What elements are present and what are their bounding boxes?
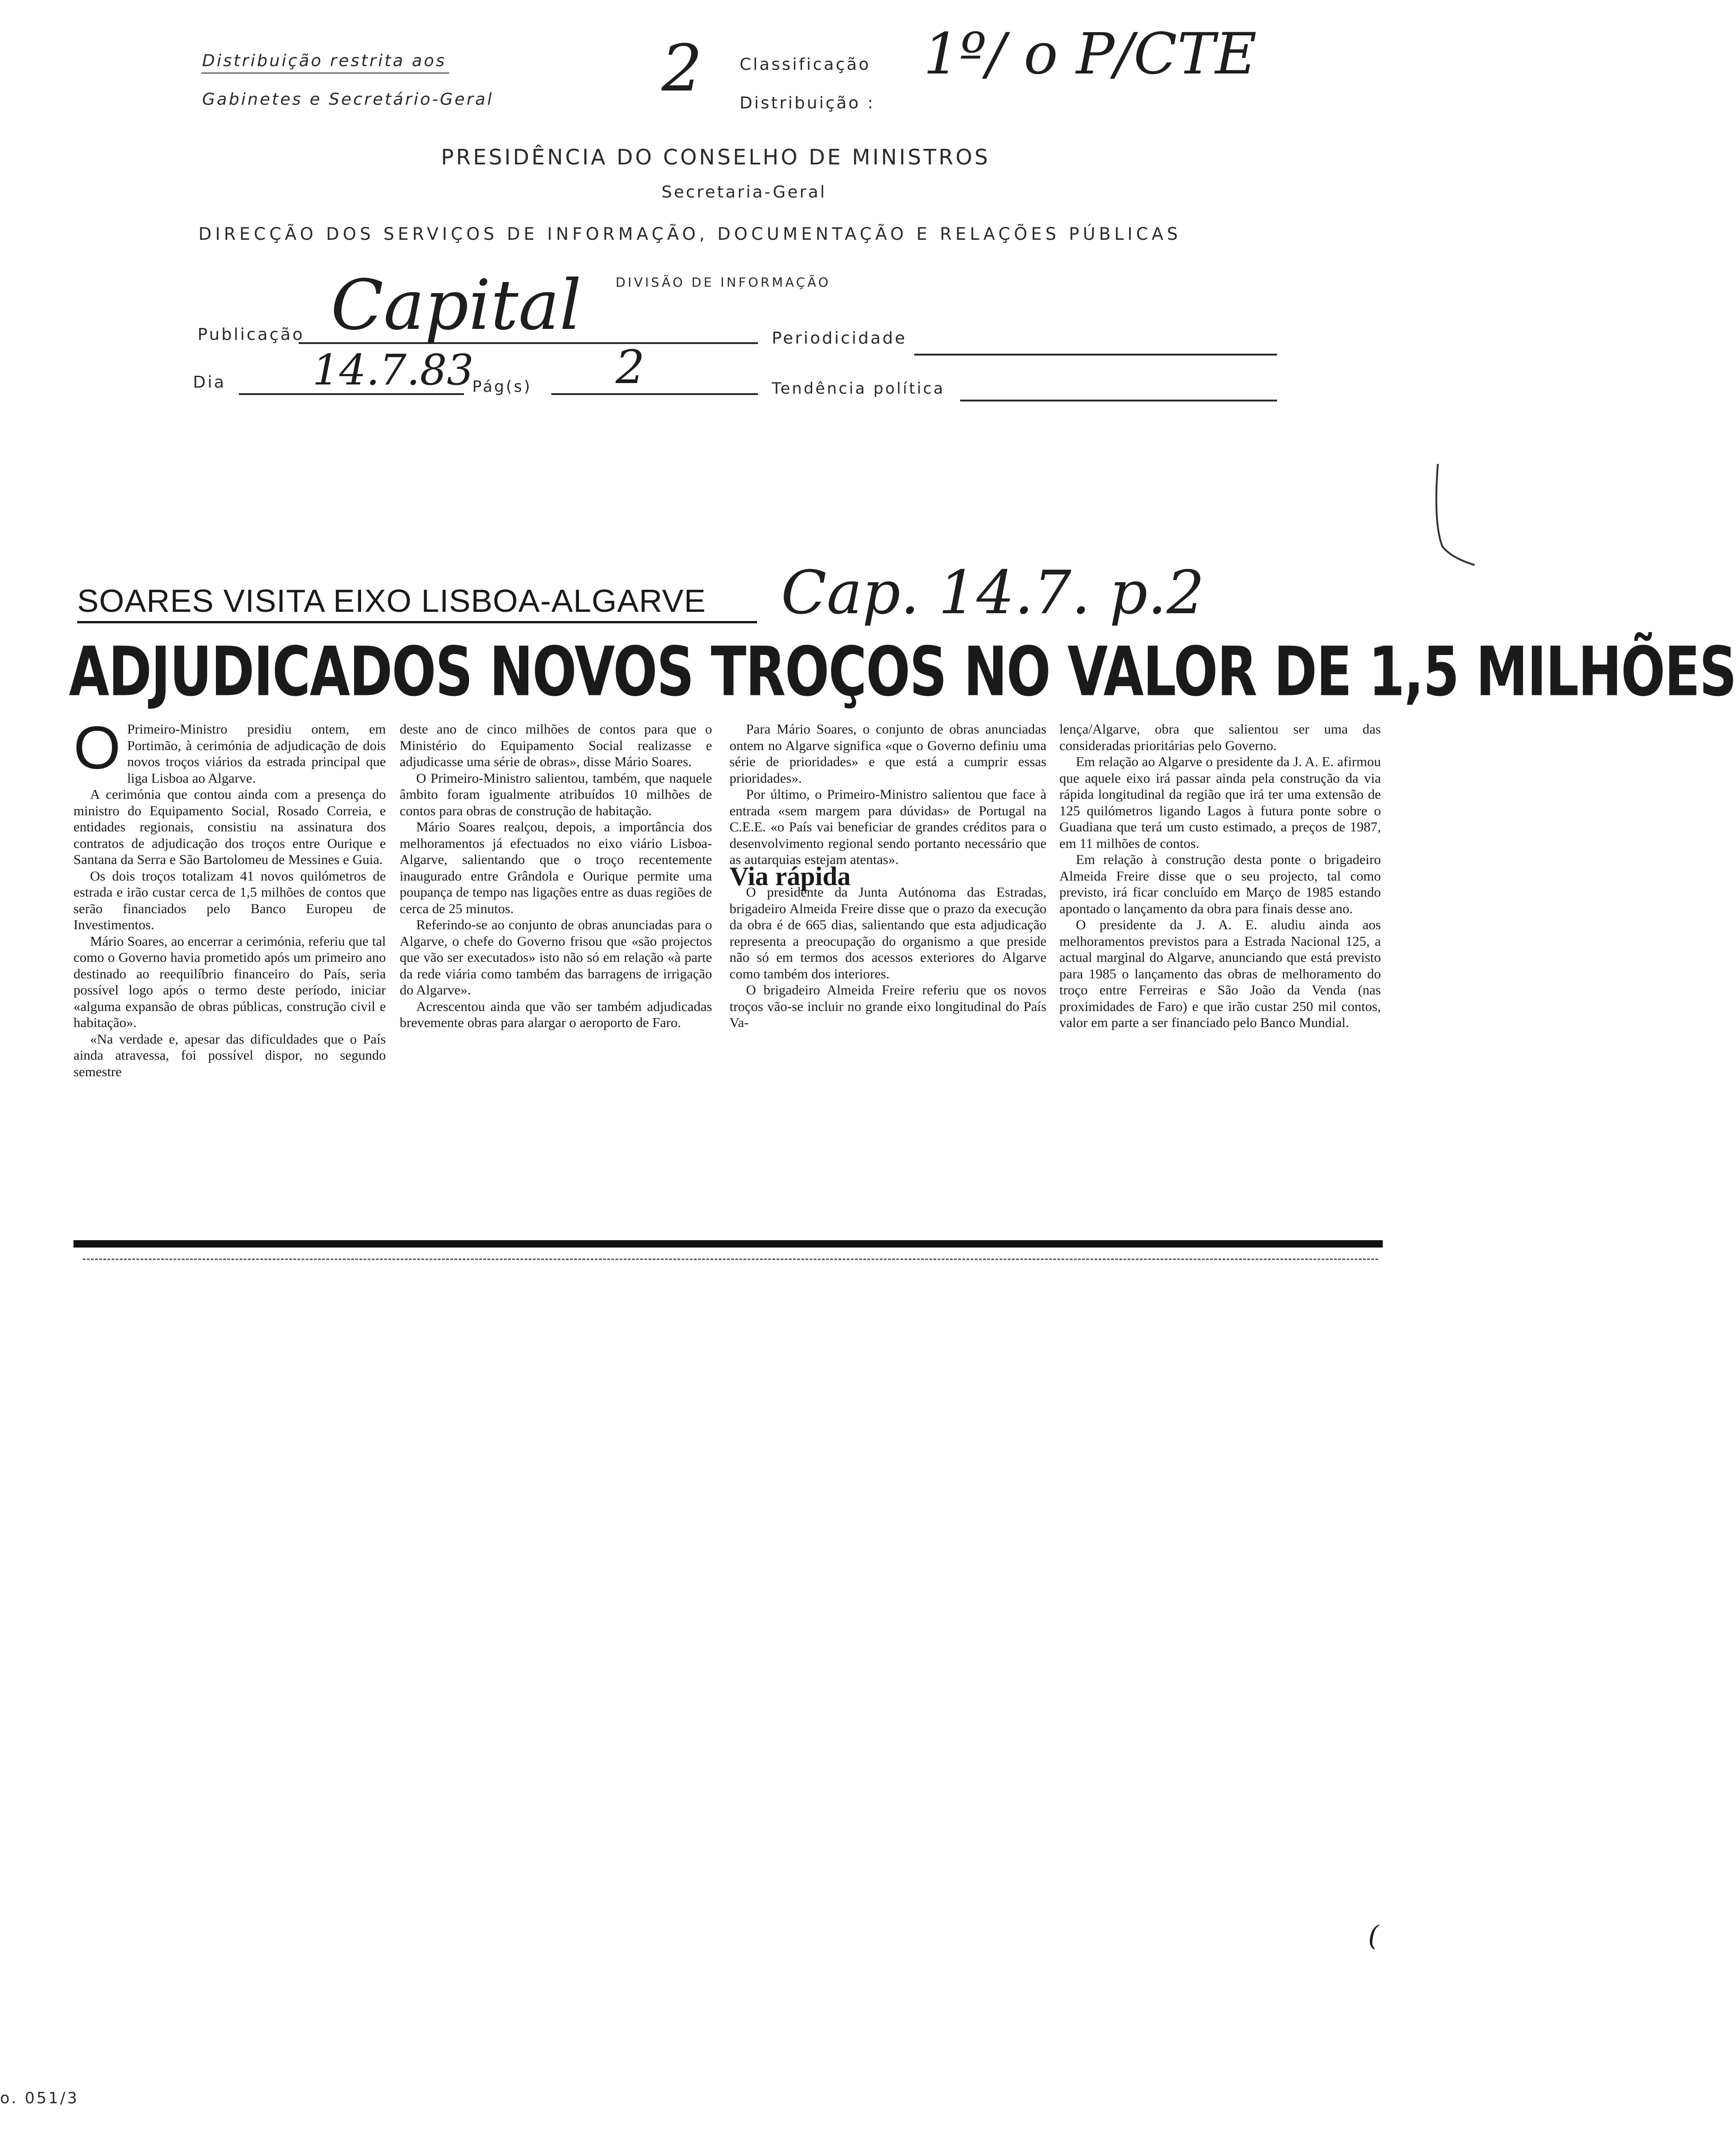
column-4 (1059, 721, 1381, 1031)
secretaria-title: Secretaria-Geral (662, 183, 827, 202)
periodicidade-label: Periodicidade (772, 329, 907, 348)
restriction-line-1: Distribuição restrita aos (202, 51, 447, 70)
paragraph: Mário Soares realçou, depois, a importância dos melhoramentos já efectuados no eixo viário Lisboa-Algarve, salientando que o troço recentemente inaugurado entre Grândola e Ourique permite uma poupança de tempo nas ligações entre as duas regiões de cerca de 25 minutos. (400, 819, 712, 916)
handwritten-date: 14.7.83 (312, 345, 474, 395)
margin-bracket-mark (1429, 459, 1479, 570)
tendencia-line (960, 400, 1277, 401)
headline-box (69, 632, 1736, 712)
article-headline: ADJUDICADOS NOVOS TROÇOS NO VALOR DE 1,5 MILHÕES (69, 632, 1736, 712)
paragraph: O presidente da J. A. E. aludiu ainda aos melhoramentos previstos para a Estrada Nacional 125, a actual marginal do Algarve, anunciando que está previsto para 1985 o lançamento das obras de melhoramento do troço entre Ferreiras e São João da Venda (nas proximidades de Faro) e que irão custar 250 mil contos, valor em parte a ser financiado pelo Banco Mundial. (1059, 917, 1381, 1030)
paragraph: Primeiro-Ministro presidiu ontem, em Portimão, à cerimónia de adjudicação de dois novos troços viários da estrada principal que liga Lisboa ao Algarve. (127, 722, 386, 786)
handwritten-class-mark: 2 (662, 31, 703, 106)
footer-form-code: o. 051/3 (0, 2089, 79, 2107)
kicker-underline (77, 621, 757, 623)
paragraph: Acrescentou ainda que vão ser também adjudicadas brevemente obras para alargar o aeroporto de Faro. (400, 999, 712, 1030)
column-3 (729, 721, 1046, 1031)
direccao-title: DIRECÇÃO DOS SERVIÇOS DE INFORMAÇÃO, DOCUMENTAÇÃO E RELAÇÕES PÚBLICAS (198, 224, 1182, 244)
paragraph: Em relação ao Algarve o presidente da J. A. E. afirmou que aquele eixo irá passar ainda pela construção da via rápida longitudinal da região que irá ter uma extensão de 125 quilómetros ligando Lagos à futura ponte sobre o Guadiana que terá um custo estimado, a preços de 1987, em 11 milhões de contos. (1059, 754, 1381, 851)
classificacao-label: Classificação (740, 55, 871, 74)
dia-label: Dia (193, 373, 226, 392)
column-2 (400, 721, 712, 1031)
handwritten-clip-note: Cap. 14.7. p.2 (781, 558, 1205, 627)
paragraph: A cerimónia que contou ainda com a presença do ministro do Equipamento Social, Rosado Correia, e entidades regionais, consistiu na assinatura dos contratos de adjudicação dos troços entre Ourique e Santana da Serra e São Bartolomeu de Messines e Guia. (74, 787, 386, 867)
divisao-title: DIVISÃO DE INFORMAÇÃO (616, 275, 831, 290)
handwritten-publication: Capital (331, 265, 582, 345)
subheading: Via rápida (729, 861, 851, 891)
paragraph: Os dois troços totalizam 41 novos quilómetros de estrada e irão custar cerca de 1,5 milhões de contos que serão financiados pelo Banco Europeu de Investimentos. (74, 868, 386, 932)
margin-mark: ( (1368, 1920, 1379, 1952)
paragraph: Em relação à construção desta ponte o brigadeiro Almeida Freire disse que o seu projecto, tal como previsto, irá ficar concluído em Março de 1985 estando apontado o lançamento da obra para finais desse ano. (1059, 852, 1381, 916)
paragraph: deste ano de cinco milhões de contos para que o Ministério do Equipamento Social realizasse e adjudicasse uma série de obras», disse Mário Soares. (400, 722, 712, 769)
clipping-bottom-bar (74, 1240, 1383, 1248)
distribuicao-label: Distribuição : (740, 94, 875, 113)
clipping-cut-edge (83, 1259, 1378, 1260)
paragraph: «Na verdade e, apesar das dificuldades que o País ainda atravessa, foi possível dispor, no segundo semestre (74, 1031, 386, 1079)
restriction-line-2: Gabinetes e Secretário-Geral (202, 90, 494, 109)
article-kicker: SOARES VISITA EIXO LISBOA-ALGARVE (77, 583, 706, 619)
pags-line (551, 393, 758, 395)
column-1 (74, 714, 386, 1080)
paragraph: O presidente da Junta Autónoma das Estradas, brigadeiro Almeida Freire disse que o prazo da execução da obra é de 665 dias, salientando que esta adjudicação representa a preocupação do organismo a que preside não só em termos dos acessos exteriores do Algarve como também dos interiores. (729, 885, 1046, 982)
paragraph: Por último, o Primeiro-Ministro salientou que face à entrada «sem margem para dúvidas» de Portugal na C.E.E. «o País vai beneficiar de grandes créditos para o desenvolvimento regional sendo portanto necessário que as autarquias estejam atentas». (729, 787, 1046, 867)
handwritten-distribution: 1º/ o P/CTE (923, 21, 1257, 87)
drop-cap: O (74, 714, 121, 781)
handwritten-pages: 2 (616, 340, 645, 394)
tendencia-label: Tendência política (772, 379, 945, 398)
paragraph: lença/Algarve, obra que salientou ser uma das consideradas prioritárias pelo Governo. (1059, 722, 1381, 753)
ministry-title: PRESIDÊNCIA DO CONSELHO DE MINISTROS (441, 145, 990, 169)
pags-label: Pág(s) (472, 378, 532, 396)
paragraph: O Primeiro-Ministro salientou, também, que naquele âmbito foram igualmente atribuídos 10 milhões de contos para obras de construção de habitação. (400, 770, 712, 819)
publicacao-label: Publicação (198, 325, 305, 344)
paragraph: O brigadeiro Almeida Freire referiu que os novos troços vão-se incluir no grande eixo longitudinal do País Va- (729, 983, 1046, 1030)
paragraph: Referindo-se ao conjunto de obras anunciadas para o Algarve, o chefe do Governo frisou que «são projectos que vão ser executados» isto não só em relação «à parte da rede viária como também das barragens de irrigação do Algarve». (400, 917, 712, 998)
paragraph: Para Mário Soares, o conjunto de obras anunciadas ontem no Algarve significa «que o Governo definiu uma série de prioridades» e que está a cumprir essas prioridades». (729, 722, 1046, 786)
periodicidade-line (914, 354, 1277, 356)
paragraph: Mário Soares, ao encerrar a cerimónia, referiu que tal como o Governo havia prometido após um primeiro ano destinado ao reequilíbrio financeiro do País, seria possível logo após o termo deste período, iniciar «alguma expansão de obras públicas, construção civil e habitação». (74, 933, 386, 1030)
